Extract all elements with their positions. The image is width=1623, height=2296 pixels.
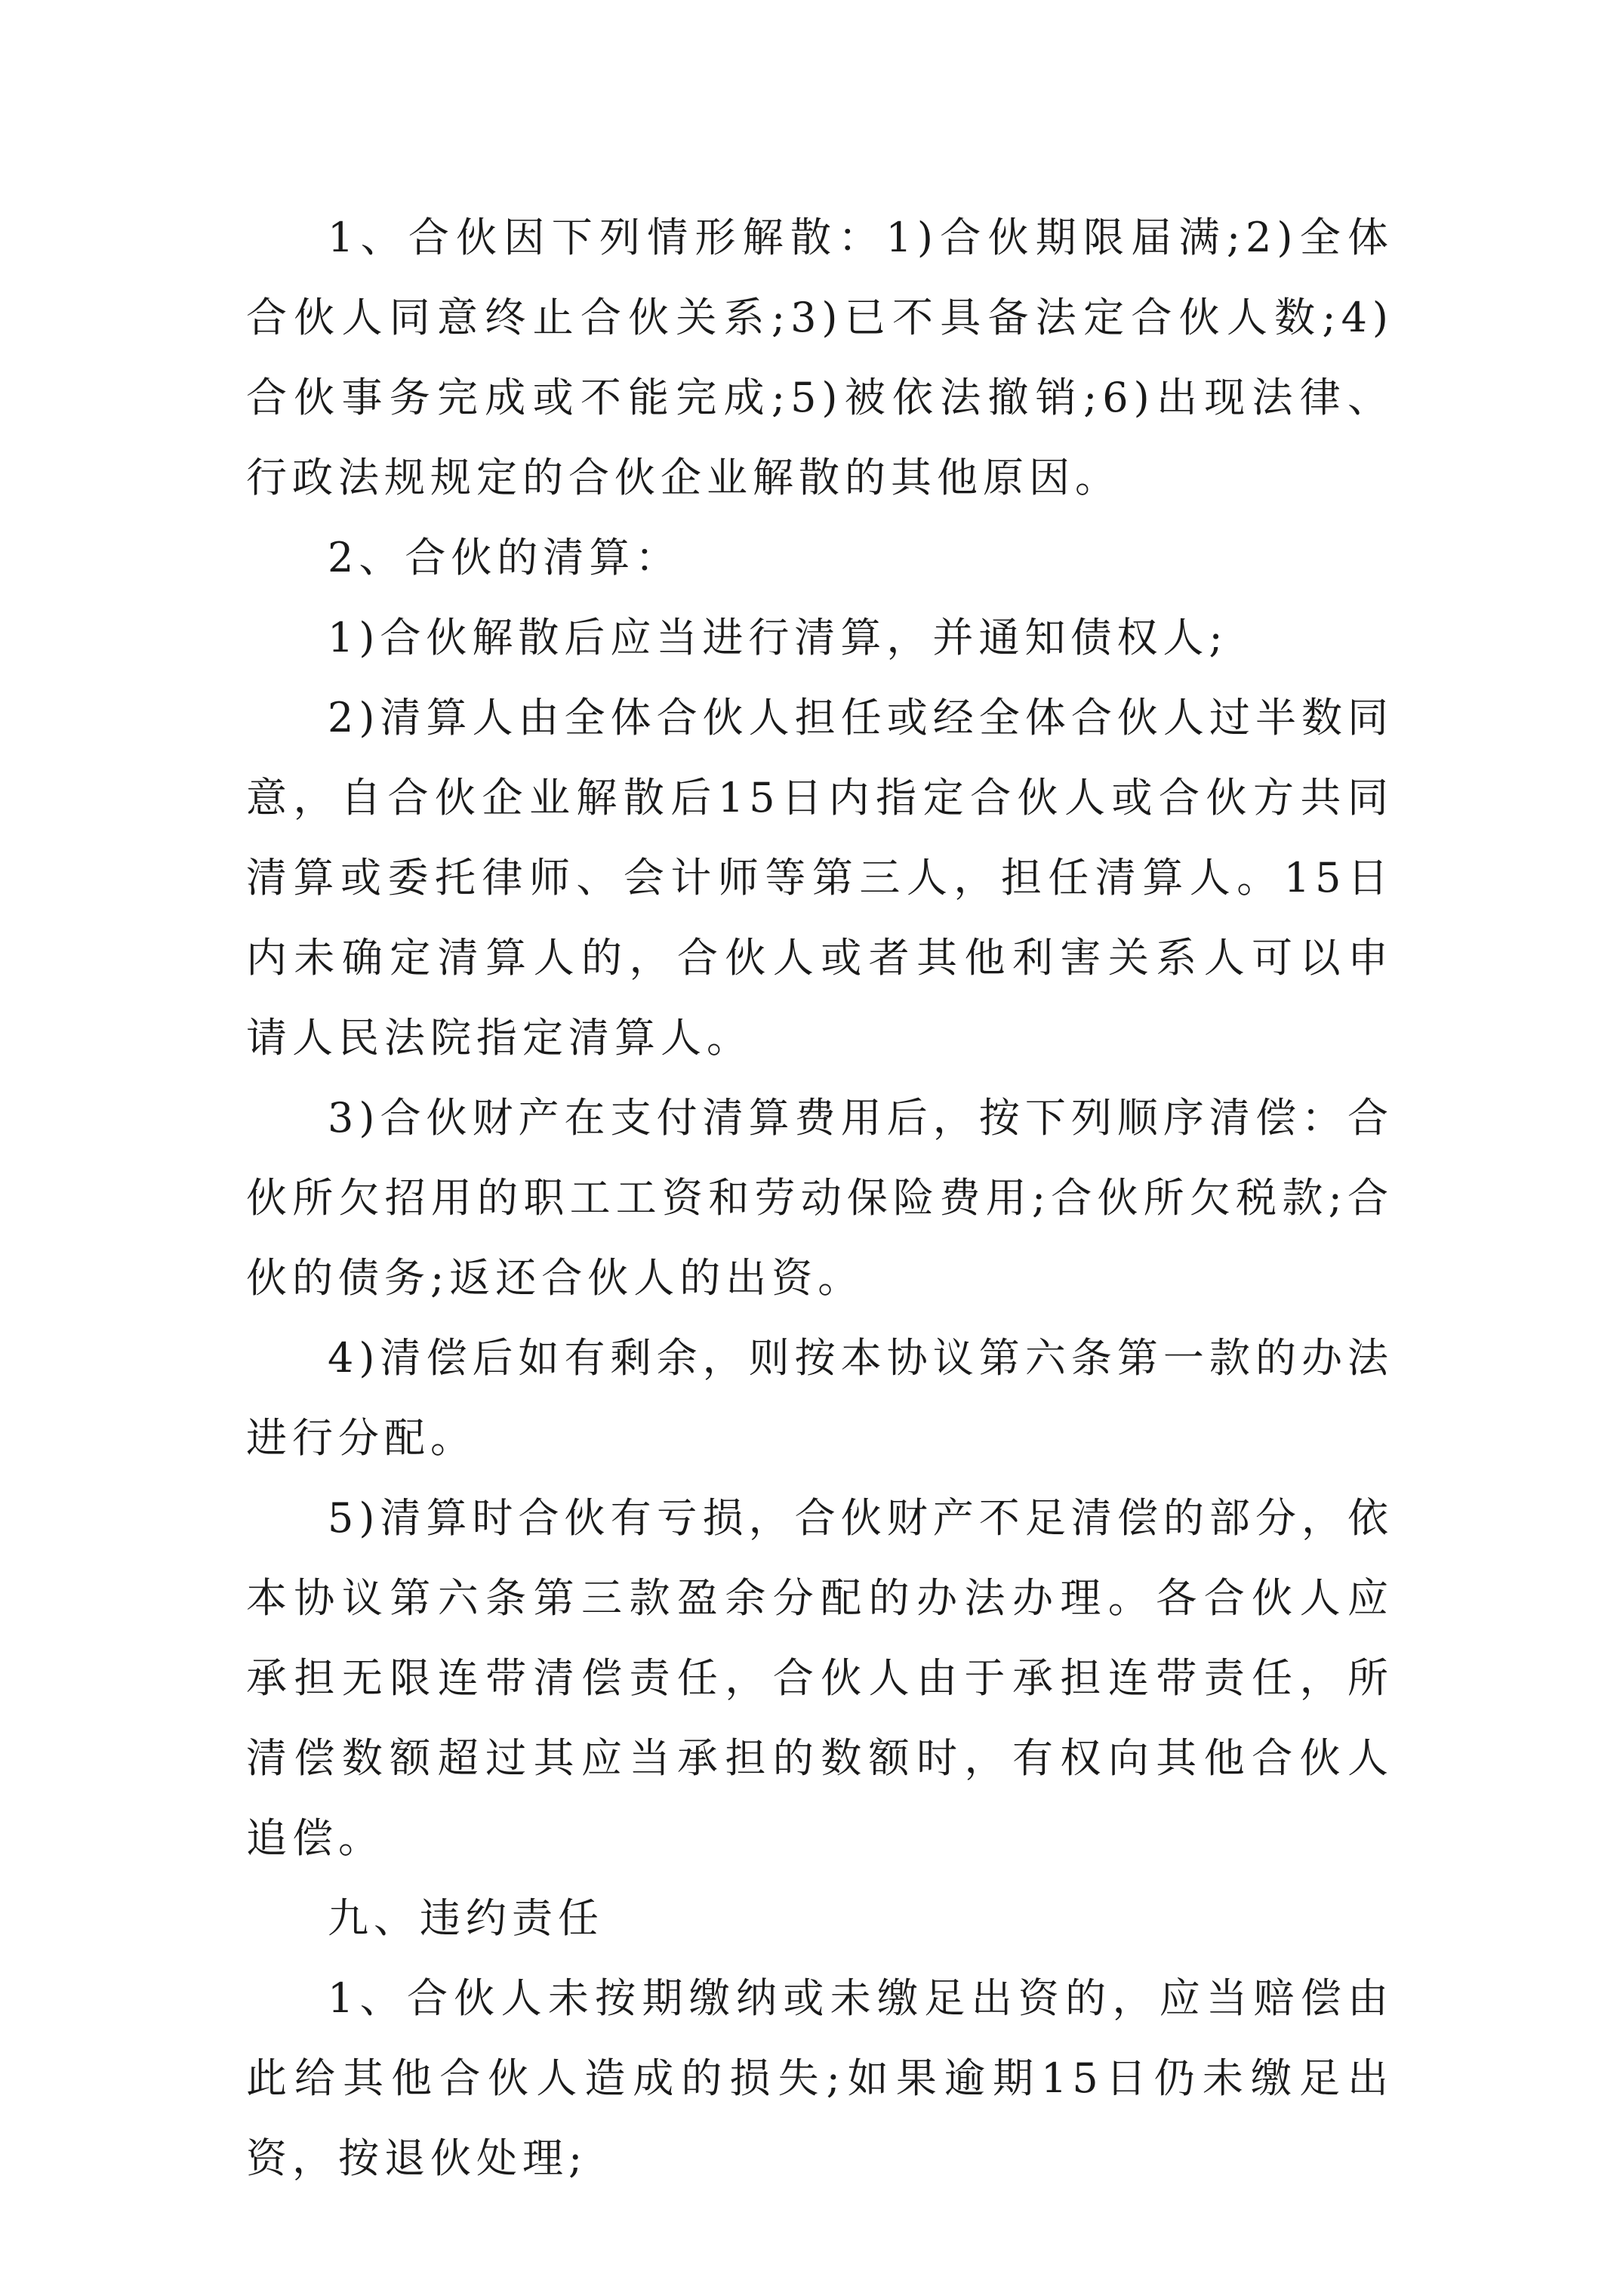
paragraph-breach-item-1: 1、合伙人未按期缴纳或未缴足出资的，应当赔偿由此给其他合伙人造成的损失;如果逾期15日仍未缴足出资，按退伙处理; — [246, 1974, 1394, 2182]
paragraph-liquidation-heading: 2、合伙的清算： — [328, 534, 682, 581]
paragraph-liquidation-item-3: 3)合伙财产在支付清算费用后，按下列顺序清偿：合伙所欠招用的职工工资和劳动保险费用;合伙所欠税款;合伙的债务;返还合伙人的出资。 — [246, 1094, 1394, 1302]
document-page — [246, 198, 1394, 2199]
paragraph-dissolution-causes: 1、合伙因下列情形解散：1)合伙期限届满;2)全体合伙人同意终止合伙关系;3)已不具备法定合伙人数;4)合伙事务完成或不能完成;5)被依法撤销;6)出现法律、行政法规规定的合伙企业解散的其他原因。 — [246, 214, 1394, 501]
paragraph-liquidation-item-5: 5)清算时合伙有亏损，合伙财产不足清偿的部分，依本协议第六条第三款盈余分配的办法办理。各合伙人应承担无限连带清偿责任，合伙人由于承担连带责任，所清偿数额超过其应当承担的数额时，有权向其他合伙人追偿。 — [246, 1494, 1394, 1862]
paragraph-liquidation-item-2: 2)清算人由全体合伙人担任或经全体合伙人过半数同意，自合伙企业解散后15日内指定合伙人或合伙方共同清算或委托律师、会计师等第三人，担任清算人。15日内未确定清算人的，合伙人或者其他利害关系人可以申请人民法院指定清算人。 — [246, 694, 1394, 1062]
paragraph-liquidation-item-1: 1)合伙解散后应当进行清算，并通知债权人; — [328, 614, 1228, 661]
paragraph-liquidation-item-4: 4)清偿后如有剩余，则按本协议第六条第一款的办法进行分配。 — [246, 1334, 1394, 1462]
section-heading-breach-liability: 九、违约责任 — [328, 1894, 604, 1942]
